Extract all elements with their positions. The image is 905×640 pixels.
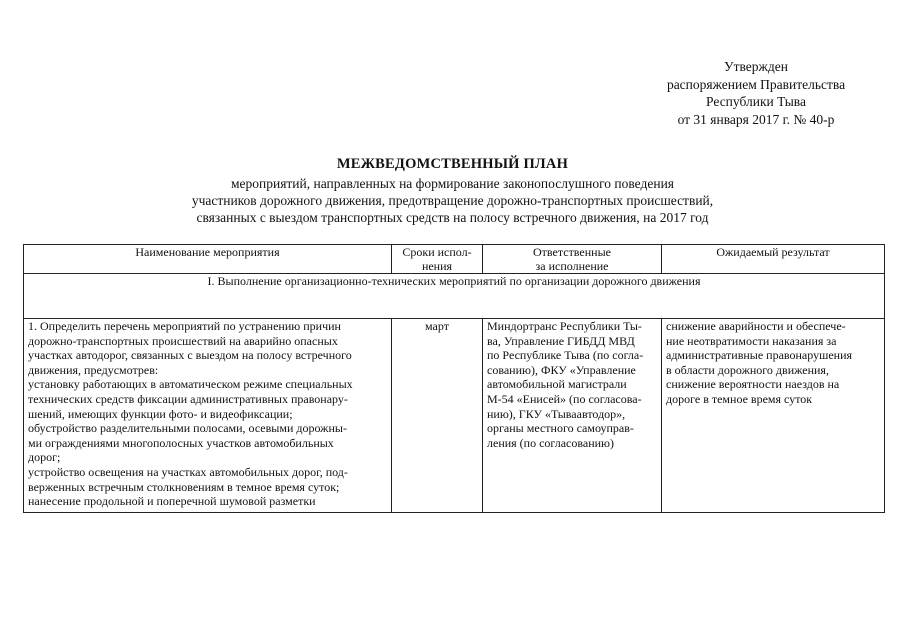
activity-line: дорожно-транспортных происшествий на аварийно опасных xyxy=(28,333,338,348)
activity-line: устройство освещения на участках автомобильных дорог, под- xyxy=(28,464,348,479)
responsible-line: ва, Управление ГИБДД МВД xyxy=(487,333,635,348)
result-cell xyxy=(662,319,885,513)
responsible-cell xyxy=(483,319,662,513)
result-line: в области дорожного движения, xyxy=(666,362,829,377)
plan-subtitle-line-3: связанных с выездом транспортных средств на полосу встречного движения, на 2017 год xyxy=(196,210,709,225)
responsible-line: по Республике Тыва (по согла- xyxy=(487,348,644,363)
activity-line: обустройство разделительными полосами, осевыми дорожны- xyxy=(28,421,347,436)
header-activity: Наименование мероприятия xyxy=(24,245,392,274)
plan-subtitle-line-1: мероприятий, направленных на формирование законопослушного поведения xyxy=(230,176,675,191)
section-row xyxy=(24,274,885,319)
header-deadline xyxy=(392,245,483,274)
activity-line: движения, предусмотрев: xyxy=(28,362,159,377)
activity-line: дорог; xyxy=(28,450,61,465)
activity-cell xyxy=(24,319,392,513)
header-deadline-line-1: Сроки испол- xyxy=(402,245,472,259)
activity-line: нанесение продольной и поперечной шумовой разметки xyxy=(28,494,316,509)
header-responsible-line-1: Ответственные xyxy=(533,245,611,259)
responsible-line: М-54 «Енисей» (по согласова- xyxy=(487,391,642,406)
responsible-line: Миндортранс Республики Ты- xyxy=(487,319,642,333)
responsible-line: сованию), ФКУ «Управление xyxy=(487,362,636,377)
header-responsible xyxy=(483,245,662,274)
plan-table xyxy=(23,244,885,513)
header-result: Ожидаемый результат xyxy=(662,245,885,274)
result-line: снижение вероятности наездов на xyxy=(666,377,840,392)
approval-line-1: Утвержден xyxy=(724,59,788,74)
approval-line-3: Республики Тыва xyxy=(706,94,806,109)
responsible-line: нию), ГКУ «Тываавтодор», xyxy=(487,406,626,421)
plan-title: МЕЖВЕДОМСТВЕННЫЙ ПЛАН xyxy=(336,156,569,172)
activity-line: технических средств фиксации административных правонару- xyxy=(28,391,348,406)
activity-line: верженных встречным столкновениям в темное время суток; xyxy=(28,479,340,494)
approval-line-4: от 31 января 2017 г. № 40-р xyxy=(677,111,835,127)
activity-line: установку работающих в автоматическом режиме специальных xyxy=(28,377,353,392)
plan-subtitle-line-2: участников дорожного движения, предотвращение дорожно-транспортных происшествий, xyxy=(191,193,714,208)
result-line: дороге в темное время суток xyxy=(666,391,813,406)
responsible-line: органы местного самоуправ- xyxy=(487,421,634,436)
document-heading xyxy=(0,156,905,226)
activity-line: ми ограждениями многополосных участков автомобильных xyxy=(28,435,334,450)
result-line: снижение аварийности и обеспече- xyxy=(666,319,846,333)
header-deadline-line-2: нения xyxy=(421,259,453,273)
section-title: I. Выполнение организационно-технических мероприятий по организации дорожного движения xyxy=(24,274,885,319)
result-line: административные правонарушения xyxy=(666,348,853,363)
activity-line: шений, имеющих функции фото- и видеофиксации; xyxy=(28,406,293,421)
approval-stamp xyxy=(640,58,872,128)
table-row xyxy=(24,319,885,513)
result-line: ние неотвратимости наказания за xyxy=(666,333,837,348)
header-responsible-line-2: за исполнение xyxy=(535,259,609,273)
responsible-line: автомобильной магистрали xyxy=(487,377,627,392)
table-header-row xyxy=(24,245,885,274)
approval-line-2: распоряжением Правительства xyxy=(666,76,846,92)
responsible-line: ления (по согласованию) xyxy=(487,435,615,450)
activity-line: участках автодорог, связанных с выездом на полосу встречного xyxy=(28,348,352,363)
activity-line: 1. Определить перечень мероприятий по устранению причин xyxy=(28,319,341,333)
deadline-cell: март xyxy=(392,319,483,513)
